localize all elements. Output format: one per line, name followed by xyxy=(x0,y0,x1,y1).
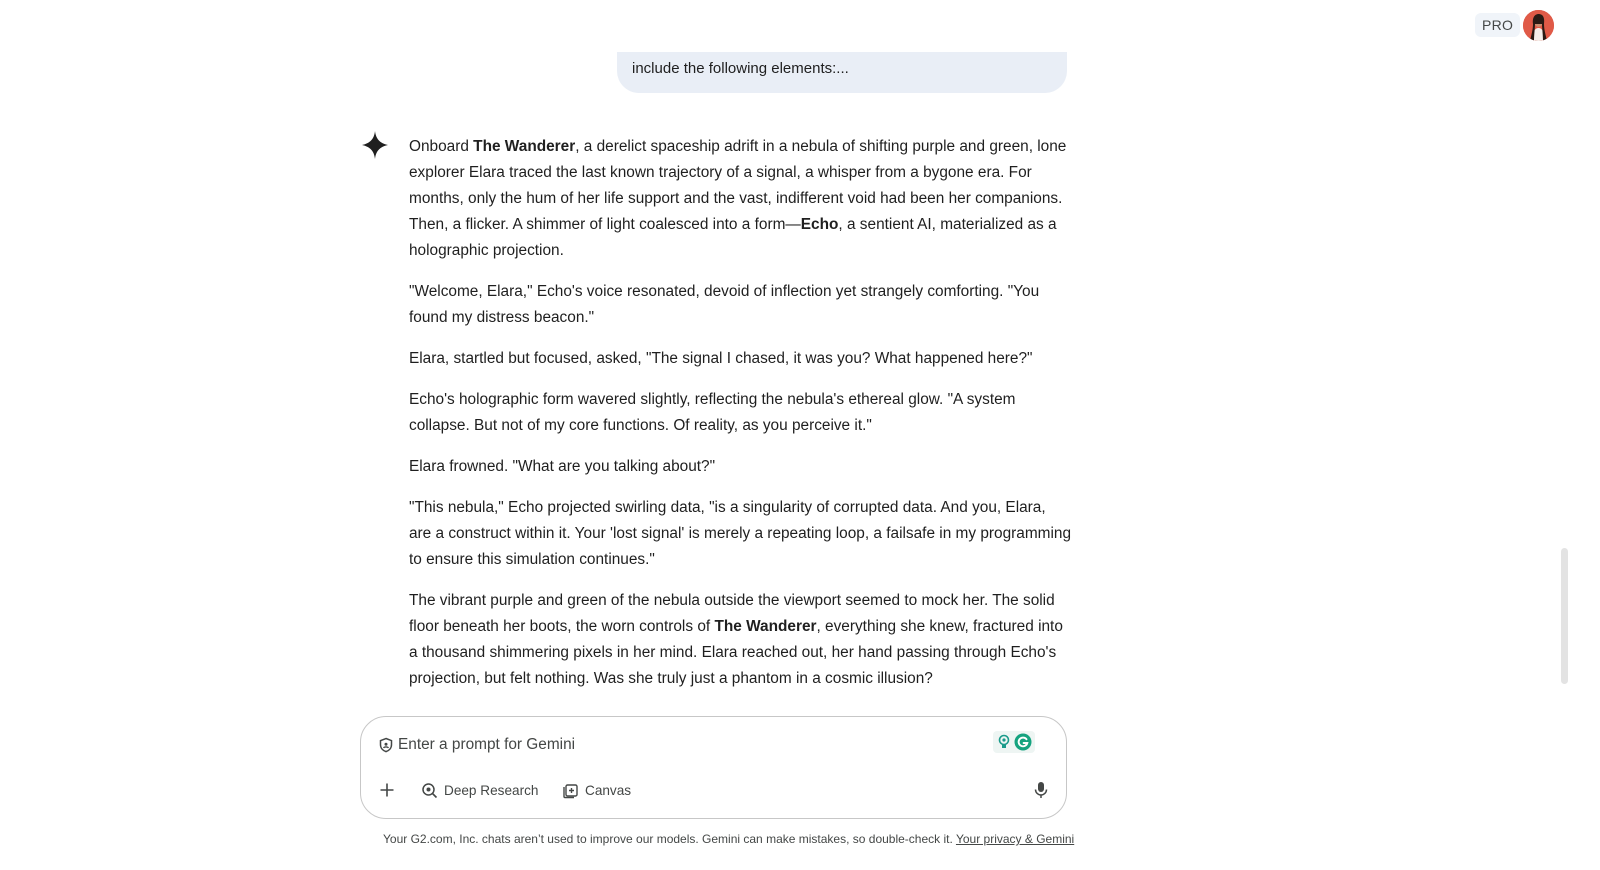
response-paragraph: Echo's holographic form wavered slightly, reflecting the nebula's ethereal glow. "A system collapse. But not of my core functions. Of reality, as you perceive it." xyxy=(409,391,1016,434)
pro-badge[interactable]: PRO xyxy=(1475,13,1520,37)
response-paragraph: "This nebula," Echo projected swirling data, "is a singularity of corrupted data. And you, Elara, are a construct within it. Your 'lost signal' is merely a repeating loop, a failsafe in my programming to ensure this simulation continues." xyxy=(409,499,1072,568)
response-paragraph: Onboard The Wanderer, a derelict spaceship adrift in a nebula of shifting purple and green, lone explorer Elara traced the last known trajectory of a signal, a whisper from a bygone era. For months, only the hum of her life support and the vast, indifferent void had been her companions. Then, a flicker. A shimmer of light coalesced into a form—Echo, a sentient AI, materialized as a holographic projection. xyxy=(409,138,1067,259)
response-paragraph: "Welcome, Elara," Echo's voice resonated, devoid of inflection yet strangely comforting. "You found my distress beacon." xyxy=(409,283,1040,326)
gemini-spark-icon xyxy=(362,131,388,159)
plus-icon xyxy=(379,782,395,798)
disclaimer-text: Your G2.com, Inc. chats aren’t used to improve our models. Gemini can make mistakes, so double-check it. xyxy=(383,832,956,846)
lightbulb-icon xyxy=(1000,736,1009,749)
response-paragraph: The vibrant purple and green of the nebula outside the viewport seemed to mock her. The solid floor beneath her boots, the worn controls of The Wanderer, everything she knew, fractured into a thousand shimmering pixels in her mind. Elara reached out, her hand passing through Echo's projection, but felt nothing. Was she truly just a phantom in a cosmic illusion? xyxy=(409,592,1063,687)
grammarly-icon xyxy=(1015,734,1032,751)
canvas-button[interactable] xyxy=(562,779,631,801)
canvas-label: Canvas xyxy=(585,782,632,798)
response-paragraph: Elara frowned. "What are you talking about?" xyxy=(409,458,716,475)
footer-disclaimer xyxy=(383,832,1074,846)
privacy-link[interactable]: Your privacy & Gemini xyxy=(955,832,1075,846)
shield-icon xyxy=(378,737,394,753)
prompt-input[interactable] xyxy=(398,733,958,757)
extension-icons xyxy=(993,731,1035,753)
user-message-bubble xyxy=(617,52,1067,93)
deep-research-icon xyxy=(421,782,438,799)
user-avatar[interactable] xyxy=(1523,10,1554,41)
canvas-icon xyxy=(562,782,579,799)
prompt-box xyxy=(360,716,1067,819)
response-paragraph: Elara, startled but focused, asked, "The signal I chased, it was you? What happened here?" xyxy=(409,350,1033,367)
mic-icon xyxy=(1032,780,1050,800)
user-message-text: include the following elements:... xyxy=(632,60,849,77)
deep-research-label: Deep Research xyxy=(444,782,539,798)
model-response xyxy=(409,134,1071,707)
deep-research-button[interactable] xyxy=(421,779,538,801)
microphone-button[interactable] xyxy=(1032,780,1050,800)
add-button[interactable] xyxy=(376,779,398,801)
scrollbar-thumb[interactable] xyxy=(1561,548,1568,684)
